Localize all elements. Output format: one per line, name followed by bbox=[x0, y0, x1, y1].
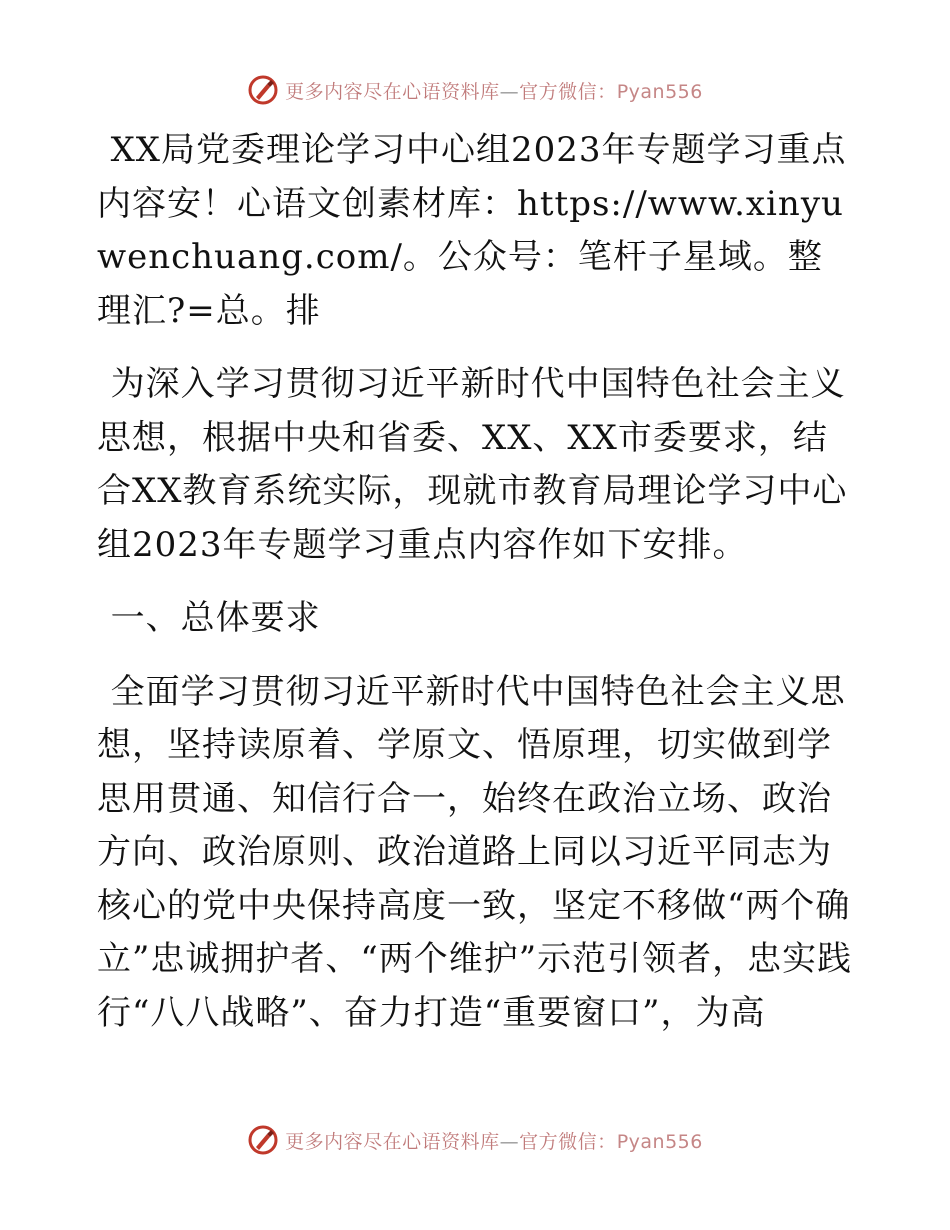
pen-logo-icon bbox=[247, 1124, 279, 1156]
section-body-paragraph: 全面学习贯彻习近平新时代中国特色社会主义思想，坚持读原着、学原文、悟原理，切实做到学思用贯通、知信行合一，始终在政治立场、政治方向、政治原则、政治道路上同以习近平同志为核心的党中央保持高度一致，坚定不移做“两个确立”忠诚拥护者、“两个维护”示范引领者，忠实践行“八八战略”、奋力打造“重要窗口”，为高 bbox=[97, 671, 853, 1033]
watermark-main: 更多内容尽在心语资料库 bbox=[285, 1130, 500, 1153]
watermark-wechat-id: Pyan556 bbox=[616, 80, 703, 103]
watermark-text bbox=[285, 1127, 703, 1154]
intro-paragraph: 为深入学习贯彻习近平新时代中国特色社会主义思想，根据中央和省委、XX、XX市委要求，结合XX教育系统实际，现就市教育局理论学习中心组2023年专题学习重点内容作如下安排。 bbox=[97, 364, 848, 565]
watermark-official: 官方微信： bbox=[519, 1130, 617, 1153]
footer-watermark bbox=[0, 1120, 950, 1160]
watermark-separator: — bbox=[499, 80, 520, 103]
watermark-separator: — bbox=[499, 1130, 520, 1153]
watermark-main: 更多内容尽在心语资料库 bbox=[285, 80, 500, 103]
document-body bbox=[97, 124, 857, 1040]
watermark-text bbox=[285, 77, 703, 104]
pen-logo-icon bbox=[247, 74, 279, 106]
document-title: XX局党委理论学习中心组2023年专题学习重点内容安！心语文创素材库：https://www.xinyuwenchuang.com/。公众号：笔杆子星域。整理汇?=总。排 bbox=[97, 130, 847, 331]
watermark-official: 官方微信： bbox=[519, 80, 617, 103]
header-watermark bbox=[0, 70, 950, 110]
watermark-wechat-id: Pyan556 bbox=[616, 1130, 703, 1153]
section-heading: 一、总体要求 bbox=[110, 598, 321, 638]
